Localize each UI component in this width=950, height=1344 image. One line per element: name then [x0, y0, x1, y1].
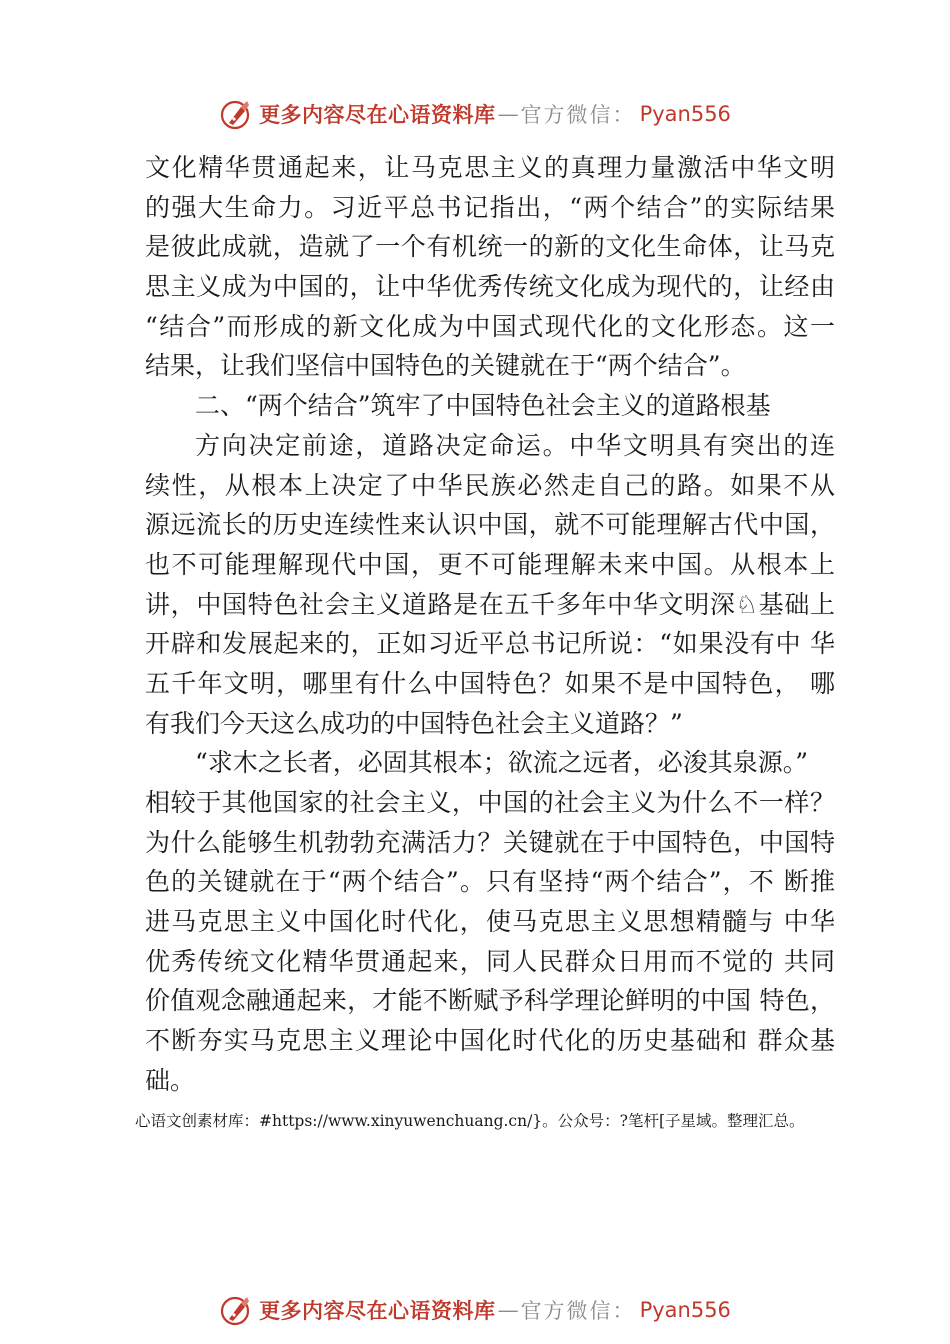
banner-wechat-id: Pyan556	[639, 1298, 731, 1322]
section-heading: 二、“两个结合”筑牢了中国特色社会主义的道路根基	[195, 391, 771, 421]
paragraph-line: 有我们今天这么成功的中国特色社会主义道路？”	[145, 708, 683, 738]
banner-wechat-label: 官方微信：	[520, 103, 636, 127]
paragraph-line: 色的关键就在于“两个结合”。只有坚持“两个结合”，不 断推	[145, 867, 835, 897]
header-banner	[0, 92, 950, 136]
paragraph-line: 为什么能够生机勃勃充满活力？关键就在于中国特色，中国特	[145, 827, 835, 857]
paragraph-line: 是彼此成就，造就了一个有机统一的新的文化生命体，让马克	[145, 232, 835, 262]
paragraph-line: 讲，中国特色社会主义道路是在五千多年中华文明深♘基础上	[145, 589, 835, 619]
banner-dash: —	[497, 102, 519, 126]
footer-banner	[0, 1288, 950, 1332]
paragraph-line: 的强大生命力。习近平总书记指出，“两个结合”的实际结果	[145, 192, 835, 222]
banner-dash: —	[497, 1298, 519, 1322]
paragraph-line: 续性，从根本上决定了中华民族必然走自己的路。如果不从	[145, 470, 835, 500]
paragraph-line: 思主义成为中国的，让中华优秀传统文化成为现代的，让经由	[145, 272, 835, 302]
paragraph-line: “结合”而形成的新文化成为中国式现代化的文化形态。这一	[145, 311, 835, 341]
paragraph-line: 进马克思主义中国化时代化，使马克思主义思想精髓与 中华	[145, 907, 835, 937]
paragraph-line: 方向决定前途，道路决定命运。中华文明具有突出的连	[195, 430, 835, 460]
paragraph-line: 文化精华贯通起来，让马克思主义的真理力量激活中华文明	[145, 153, 835, 182]
paragraph-line: 开辟和发展起来的，正如习近平总书记所说：“如果没有中 华	[145, 629, 835, 659]
document-body	[145, 148, 835, 1101]
banner-main-text: 更多内容尽在心语资料库	[259, 1298, 496, 1323]
paragraph-line: 也不可能理解现代中国，更不可能理解未来中国。从根本上	[145, 549, 835, 579]
paragraph-line: 础。	[145, 1065, 196, 1095]
banner-wechat-id: Pyan556	[639, 102, 731, 126]
paragraph-line: 不断夯实马克思主义理论中国化时代化的历史基础和 群众基	[145, 1026, 835, 1056]
pen-nib-logo-icon	[219, 1293, 253, 1327]
pen-nib-logo-icon	[219, 97, 253, 131]
banner-wechat-label: 官方微信：	[520, 1299, 636, 1323]
paragraph-line: 五千年文明，哪里有什么中国特色？如果不是中国特色， 哪	[145, 668, 835, 698]
paragraph-line: 源远流长的历史连续性来认识中国，就不可能理解古代中国，	[145, 510, 835, 540]
banner-main-text: 更多内容尽在心语资料库	[259, 102, 496, 127]
paragraph-line: 优秀传统文化精华贯通起来，同人民群众日用而不觉的 共同	[145, 946, 835, 976]
paragraph-line: 结果，让我们坚信中国特色的关键就在于“两个结合”。	[145, 351, 746, 381]
source-footnote: 心语文创素材库：#https://www.xinyuwenchuang.cn/}。公众号：?笔杆[子星域。整理汇总。	[135, 1112, 805, 1130]
quote-line: “求木之长者，必固其根本；欲流之远者，必浚其泉源。”	[195, 748, 809, 778]
paragraph-line: 价值观念融通起来，才能不断赋予科学理论鲜明的中国 特色，	[145, 986, 835, 1016]
paragraph-line: 相较于其他国家的社会主义，中国的社会主义为什么不一样？	[145, 788, 835, 817]
